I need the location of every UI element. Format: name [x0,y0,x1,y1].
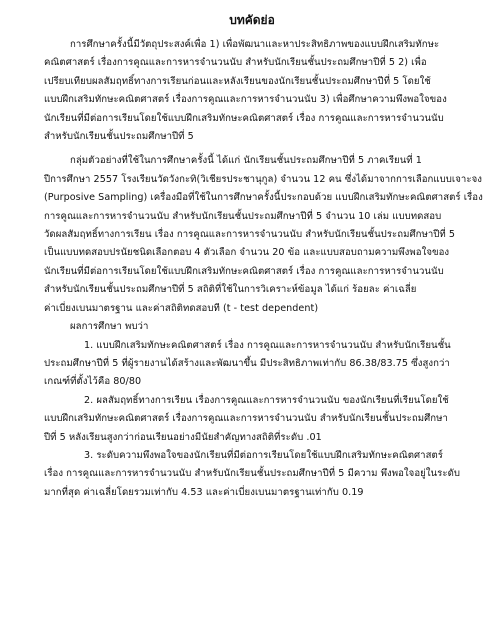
text-line: สำหรับนักเรียนชั้นประถมศึกษาปีที่ 5 [44,131,194,143]
text-line: การศึกษาครั้งนี้มีวัตถุประสงค์เพื่อ 1) เพื่อพัฒนาและหาประสิทธิภาพของแบบฝึกเสริมทักษะ [70,39,440,50]
text-line: (Purposive Sampling) เครื่องมือที่ใช้ในการศึกษาครั้งนี้ประกอบด้วย แบบฝึกเสริมทักษะคณิตศาสตร์ เรื่อง [44,192,483,204]
text-line: ปีที่ 5 หลังเรียนสูงกว่าก่อนเรียนอย่างมีนัยสำคัญทางสถิติที่ระดับ .01 [44,431,322,443]
text-line: คณิตศาสตร์ เรื่องการคูณและการหารจำนวนนับ สำหรับนักเรียนชั้นประถมศึกษาปีที่ 5 2) เพื่อ [44,57,427,69]
text-line: มากที่สุด ค่าเฉลี่ยโดยรวมเท่ากับ 4.53 และค่าเบี่ยงเบนมาตรฐานเท่ากับ 0.19 [44,486,364,498]
text-line: เปรียบเทียบผลสัมฤทธิ์ทางการเรียนก่อนและหลังเรียนของนักเรียนชั้นประถมศึกษาปีที่ 5 โดยใช้ [44,75,431,87]
text-line: ประถมศึกษาปีที่ 5 ที่ผู้รายงานได้สร้างและพัฒนาขึ้น มีประสิทธิภาพเท่ากับ 86.38/83.75 ซึ่งสูงกว่า [44,357,450,369]
text-line: การคูณและการหารจำนวนนับ สำหรับนักเรียนชั้นประถมศึกษาปีที่ 5 จำนวน 10 เล่ม แบบทดสอบ [44,210,442,222]
text-line: เรื่อง การคูณและการหารจำนวนนับ สำหรับนักเรียนชั้นประถมศึกษาปีที่ 5 มีความ พึงพอใจอยู่ในระดับ [44,468,460,480]
paragraph-methodology [44,152,486,318]
text-line: กลุ่มตัวอย่างที่ใช้ในการศึกษาครั้งนี้ ได้แก่ นักเรียนชั้นประถมศึกษาปีที่ 5 ภาคเรียนที่ 1 [70,155,422,167]
text-line: เป็นแบบทดสอบปรนัยชนิดเลือกตอบ 4 ตัวเลือก จำนวน 20 ข้อ และแบบสอบถามความพึงพอใจของ [44,247,450,259]
text-line: 2. ผลสัมฤทธิ์ทางการเรียน เรื่องการคูณและการหารจำนวนนับ ของนักเรียนที่เรียนโดยใช้ [84,394,449,406]
results-heading: ผลการศึกษา พบว่า [70,321,149,333]
text-line: ค่าเบี่ยงเบนมาตรฐาน และค่าสถิติทดสอบที (t - test dependent) [44,302,319,314]
text-line: แบบฝึกเสริมทักษะคณิตศาสตร์ เรื่องการคูณและการหารจำนวนนับ สำหรับนักเรียนชั้นประถมศึกษา [44,413,448,425]
text-line: นักเรียนที่มีต่อการเรียนโดยใช้แบบฝึกเสริมทักษะคณิตศาสตร์ เรื่อง การคูณและการหารจำนวนนับ [44,265,444,277]
text-line: 3. ระดับความพึงพอใจของนักเรียนที่มีต่อการเรียนโดยใช้แบบฝึกเสริมทักษะคณิตศาสตร์ [84,449,443,461]
text-line: ปีการศึกษา 2557 โรงเรียนวัดวังกะทิ(วิเชียรประชานุกูล) จำนวน 12 คน ซึ่งได้มาจากการเลือกแบบเจาะจง [44,173,482,185]
text-line: สำหรับนักเรียนชั้นประถมศึกษาปีที่ 5 สถิติที่ใช้ในการวิเคราะห์ข้อมูล ได้แก่ ร้อยละ ค่าเฉลี่ย [44,284,417,296]
page-title: บทคัดย่อ [229,13,275,27]
text-line: วัดผลสัมฤทธิ์ทางการเรียน เรื่อง การคูณและการหารจำนวนนับ สำหรับนักเรียนชั้นประถมศึกษาปีที่ 5 [44,229,456,241]
text-line: 1. แบบฝึกเสริมทักษะคณิตศาสตร์ เรื่อง การคูณและการหารจำนวนนับ สำหรับนักเรียนชั้น [84,339,451,351]
text-line: นักเรียนที่มีต่อการเรียนโดยใช้แบบฝึกเสริมทักษะคณิตศาสตร์ เรื่อง การคูณและการหารจำนวนนับ [44,112,444,124]
text-line: แบบฝึกเสริมทักษะคณิตศาสตร์ เรื่องการคูณและการหารจำนวนนับ 3) เพื่อศึกษาความพึงพอใจของ [44,94,447,106]
results-section [44,318,486,502]
text-line: เกณฑ์ที่ตั้งไว้คือ 80/80 [44,376,142,388]
paragraph-objectives [44,36,486,146]
